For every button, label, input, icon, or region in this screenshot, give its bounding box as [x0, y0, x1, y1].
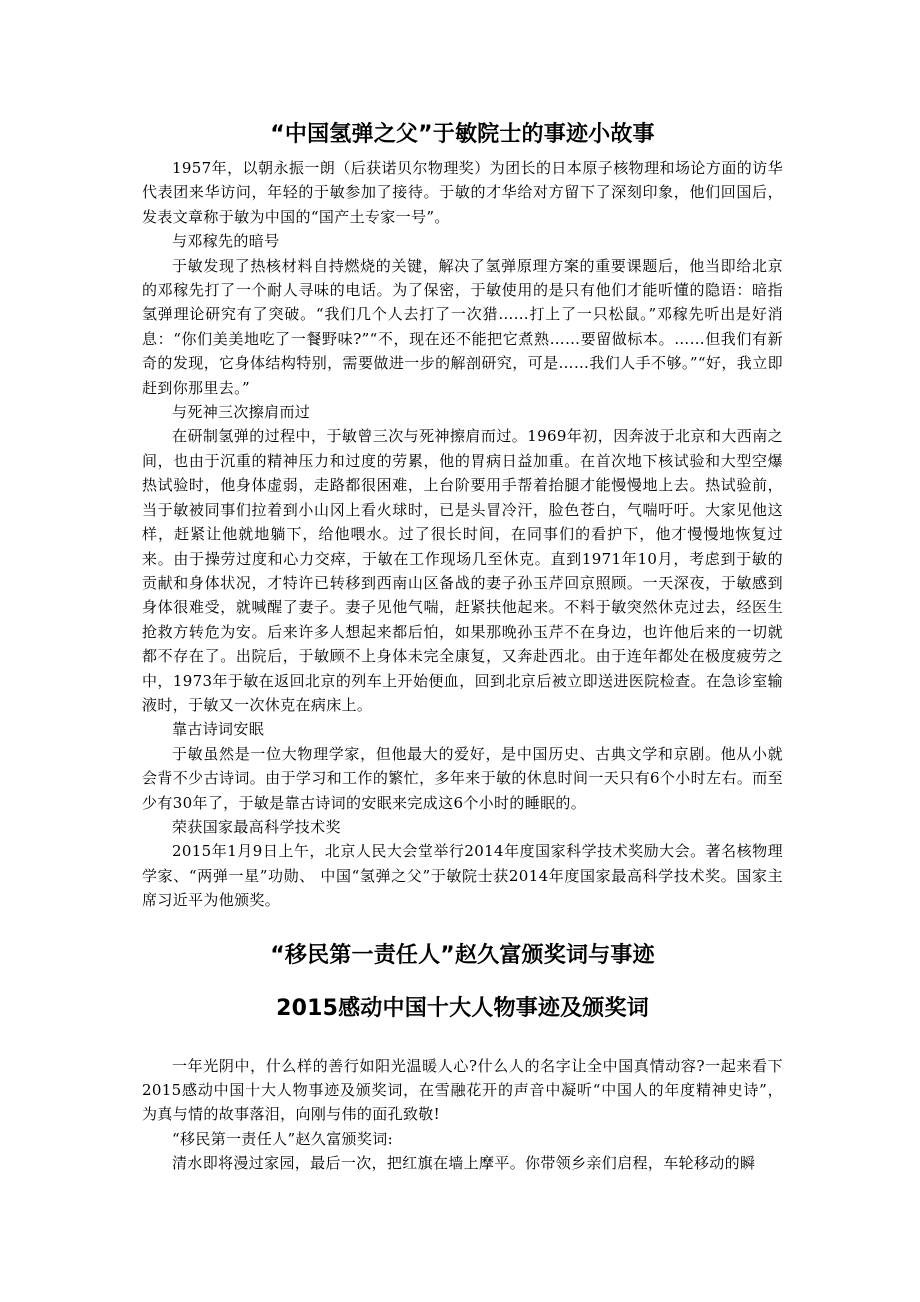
- award-speech-heading: “移民第一责任人”赵久富颁奖词:: [172, 1129, 393, 1148]
- award-speech-text: 清水即将漫过家园，最后一次，把红旗在墙上摩平。你带领乡亲们启程，车轮移动的瞬: [172, 1154, 756, 1173]
- spacer: [142, 1028, 783, 1054]
- section-text-codeword: 于敏发现了热核材料自持燃烧的关键，解决了氢弹原理方案的重要课题后，他当即给北京的邓稼先打了一个耐人寻味的电话。为了保密，于敏使用的是只有他们才能听懂的隐语：暗指氢弹理论研究有了突破。“我们几个人去打了一次猎……打上了一只松鼠。”邓稼先听出是好消息：“你们美美地吃了一餐野味?”“不，现在还不能把它煮熟……要留做标本。……但我们有新奇的发现，它身体结构特别，需要做进一步的解剖研究，可是……我们人手不够。”“好，我立即赶到你那里去。”: [142, 256, 784, 397]
- article-2-subtitle: 2015感动中国十大人物事迹及颁奖词: [276, 995, 649, 1021]
- section-text-poetry: 于敏虽然是一位大物理学家，但他最大的爱好，是中国历史、古典文学和京剧。他从小就会背不少古诗词。由于学习和工作的繁忙，多年来于敏的休息时间一天只有6个小时左右。而至少有30年了，于敏是靠古诗词的安眠来完成这6个小时的睡眠的。: [142, 744, 783, 812]
- section-heading-codeword: 与邓稼先的暗号: [172, 232, 280, 251]
- article-1-intro: 1957年，以朝永振一朗（后获诺贝尔物理奖）为团长的日本原子核物理和场论方面的访华代表团来华访问，年轻的于敏参加了接待。于敏的才华给对方留下了深刻印象，他们回国后，发表文章称于敏为中国的“国产土专家一号”。: [142, 159, 783, 226]
- article-2-intro: 一年光阴中，什么样的善行如阳光温暖人心?什么人的名字让全中国真情动容?一起来看下2015感动中国十大人物事迹及颁奖词，在雪融花开的声音中凝听“中国人的年度精神史诗”， 为真与情的故事落泪，向刚与伟的面孔致敬!: [142, 1056, 783, 1124]
- section-text-near-death: 在研制氢弹的过程中，于敏曾三次与死神擦肩而过。1969年初，因奔波于北京和大西南之间，也由于沉重的精神压力和过度的劳累，他的胃病日益加重。在首次地下核试验和大型空爆热试验时，他身体虚弱，走路都很困难，上台阶要用手帮着抬腿才能慢慢地上去。热试验前，当于敏被同事们拉着到小山冈上看火球时，已是头冒冷汗，脸色苍白，气喘吁吁。大家见他这样，赶紧让他就地躺下，给他喂水。过了很长时间，在同事们的看护下，他才慢慢地恢复过来。由于操劳过度和心力交瘁，于敏在工作现场几至休克。直到1971年10月，考虑到于敏的贡献和身体状况，才特许已转移到西南山区备战的妻子孙玉芹回京照顾。一天深夜，于敏感到身体很难受，就喊醒了妻子。妻子见他气喘，赶紧扶他起来。不料于敏突然休克过去，经医生抢救方转危为安。后来许多人想起来都后怕，如果那晚孙玉芹不在身边，也许他后来的一切就都不存在了。出院后，于敏顾不上身体未完全康复，又奔赴西北。由于连年都处在极度疲劳之中，1973年于敏在返回北京的列车上开始便血，回到北京后被立即送进医院检查。在急诊室输液时，于敏又一次休克在病床上。: [142, 427, 783, 714]
- section-heading-award: 荣获国家最高科学技术奖: [172, 817, 341, 836]
- article-2-title: “移民第一责任人”赵久富颁奖词与事迹: [270, 942, 655, 968]
- section-heading-poetry: 靠古诗词安眠: [172, 720, 265, 739]
- document-body: [142, 116, 783, 1176]
- section-text-award: 2015年1月9日上午，北京人民大会堂举行2014年度国家科学技术奖励大会。著名核物理学家、“两弹一星”功勋、 中国“氢弹之父”于敏院士获2014年度国家最高科学技术奖。国家主席习近平为他颁奖。: [142, 842, 783, 910]
- article-1-title: “中国氢弹之父”于敏院士的事迹小故事: [270, 122, 655, 147]
- section-heading-near-death: 与死神三次擦肩而过: [172, 403, 311, 422]
